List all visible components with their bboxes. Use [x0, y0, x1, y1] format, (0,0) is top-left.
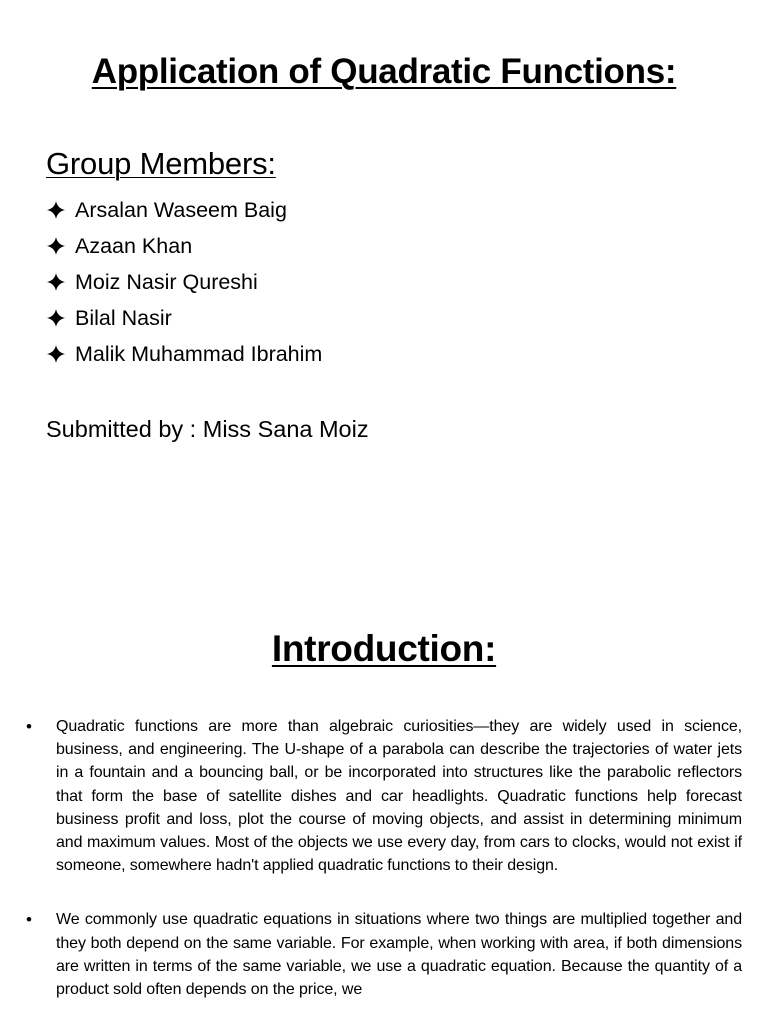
member-name: Malik Muhammad Ibrahim: [75, 341, 323, 366]
member-name: Moiz Nasir Qureshi: [75, 269, 258, 294]
diamond-bullet-icon: [46, 344, 66, 364]
bullet-dot: •: [26, 910, 32, 930]
introduction-paragraph: We commonly use quadratic equations in situations where two things are multiplied together and they both depend on the same variable. For example, when working with area, if both dimensions are written in terms of the same variable, we use a quadratic equation. Because the quantity of a product sold often depends on the price, we: [56, 911, 742, 999]
introduction-list: [26, 715, 742, 1024]
list-item: [46, 300, 322, 336]
member-name: Azaan Khan: [75, 233, 193, 258]
group-members-heading: Group Members:: [46, 146, 276, 181]
introduction-paragraph: Quadratic functions are more than algebraic curiosities—they are widely used in science, business, and engineering. The U-shape of a parabola can describe the trajectories of water jets in a fountain and a bouncing ball, or be incorporated into structures like the parabolic reflectors that form the base of satellite dishes and car headlights. Quadratic functions help forecast business profit and loss, plot the course of moving objects, and assist in determining minimum and maximum values. Most of the objects we use every day, from cars to clocks, would not exist if someone, somewhere hadn't applied quadratic functions to their design.: [56, 718, 742, 875]
list-item: [46, 192, 322, 228]
diamond-bullet-icon: [46, 308, 66, 328]
member-name: Arsalan Waseem Baig: [75, 197, 287, 222]
group-members-list: [46, 192, 322, 372]
introduction-heading: Introduction:: [271, 628, 497, 669]
list-item: [46, 264, 322, 300]
list-item: [46, 336, 322, 372]
member-name: Bilal Nasir: [75, 305, 172, 330]
list-item: [26, 908, 742, 1001]
page-title: Application of Quadratic Functions:: [91, 52, 677, 91]
submitted-by: Submitted by : Miss Sana Moiz: [46, 416, 369, 442]
list-item: [46, 228, 322, 264]
list-item: [26, 715, 742, 877]
bullet-dot: •: [26, 717, 32, 736]
diamond-bullet-icon: [46, 236, 66, 256]
diamond-bullet-icon: [46, 200, 66, 220]
diamond-bullet-icon: [46, 272, 66, 292]
